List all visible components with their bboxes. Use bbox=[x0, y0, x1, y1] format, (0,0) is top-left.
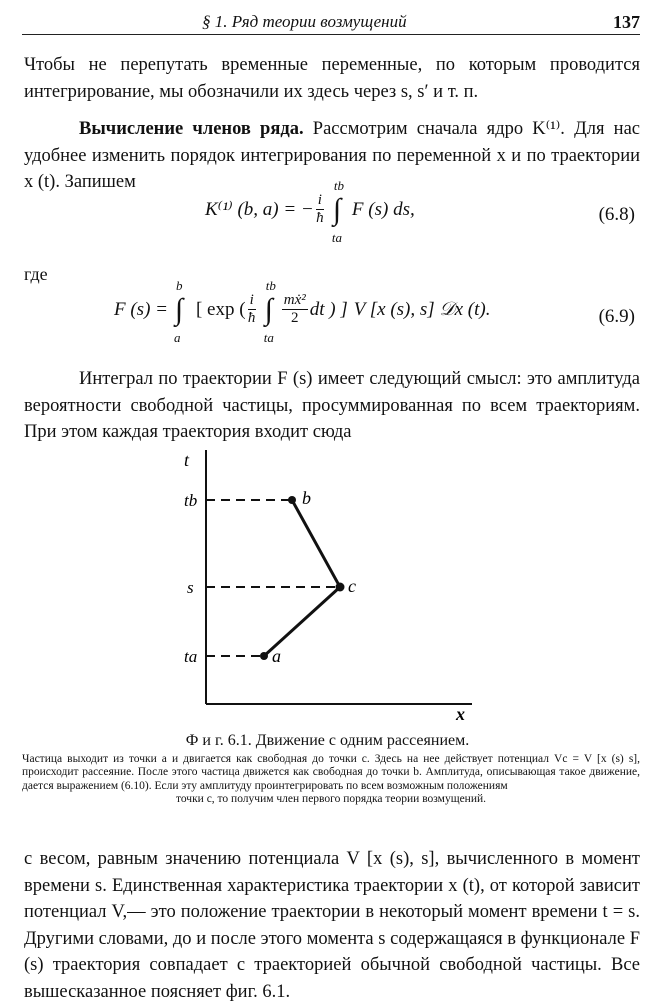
axis-label-x: x bbox=[456, 704, 465, 724]
eq69-inner-upper: tb bbox=[265, 277, 276, 293]
eq68-lhs: K⁽¹⁾ (b, a) = − bbox=[205, 199, 314, 220]
equation-6-9 bbox=[0, 277, 655, 352]
point-label-c: c bbox=[348, 576, 356, 596]
point-b-dot bbox=[288, 496, 296, 504]
eq69-fraction-2 bbox=[282, 292, 308, 327]
eq68-number: (6.8) bbox=[598, 204, 635, 225]
eq69-dt: dt ) ] bbox=[309, 298, 348, 320]
caption-last-line: точки c, то получим член первого порядка теории возмущений. bbox=[175, 793, 487, 806]
eq69-fraction-1 bbox=[248, 292, 256, 327]
eq69-exp: [ exp ( bbox=[195, 298, 246, 320]
eq69-outer-upper: b bbox=[175, 277, 183, 293]
eq68-rhs: F (s) ds, bbox=[351, 198, 415, 220]
paragraph-intro: Чтобы не перепутать временные переменные, по которым проводится интегрирование, мы обозначили их здесь через s, s′ и т. п. bbox=[24, 55, 640, 102]
page-header bbox=[22, 10, 640, 35]
eq68-upper-limit: tb bbox=[333, 177, 345, 193]
trajectory-path bbox=[264, 500, 340, 656]
figure-diagram bbox=[150, 440, 490, 730]
eq69-outer-lower: a bbox=[173, 329, 181, 345]
where-label: где bbox=[24, 264, 48, 284]
figure-caption-title: Ф и г. 6.1. Движение с одним рассеянием. bbox=[185, 732, 470, 749]
point-a-dot bbox=[260, 652, 268, 660]
figure-6-1 bbox=[150, 440, 490, 730]
eq69-inner-integral: ∫ tb ta bbox=[263, 277, 276, 345]
caption-body-text: Частица выходит из точки a и двигается как свободная до точки c. Здесь на нее действует потенциал Vc = V [x (s) s], происходит рассеяние. После этого частица движется как свободная до точки b. Амплитуда, описывающая такое движение, дается выражением (6.10). Если эту амплитуду проинтегрировать по всем возможным положениям bbox=[22, 753, 640, 792]
eq68-lower-limit: ta bbox=[331, 229, 343, 245]
page-number: 137 bbox=[613, 12, 640, 32]
eq69-frac2-num: mẋ² bbox=[283, 292, 306, 308]
eq69-frac2-den: 2 bbox=[291, 310, 299, 326]
eq69-inner-lower: ta bbox=[263, 329, 274, 345]
tick-label-s: s bbox=[187, 578, 194, 597]
eq69-number: (6.9) bbox=[598, 306, 635, 327]
eq69-lhs: F (s) = bbox=[114, 298, 168, 320]
paragraph-weight: с весом, равным значению потенциала V [x (s), s], вычисленного в момент времени s. Единственная характеристика траектории x (t), от которой зависит потенциал V,— это положение траектории в некоторый момент времени t = s. Другими словами, до и после этого момента s содержащаяся в функционале F (s) траектория совпадает с траекторией обычной свободной частицы. Все вышесказанное поясняет фиг. 6.1. bbox=[24, 849, 640, 1002]
eq69-frac1-den: ħ bbox=[247, 310, 256, 326]
running-head: § 1. Ряд теории возмущений bbox=[202, 12, 407, 31]
section-lead: Вычисление членов ряда. bbox=[79, 119, 304, 139]
tick-label-tb: tb bbox=[184, 491, 198, 510]
eq68-integral: ∫ tb ta bbox=[331, 177, 345, 245]
paragraph-series-text: Рассмотрим сначала ядро K⁽¹⁾. Для нас удобнее изменить порядок интегрирования по переменной x и по траектории x (t). Запишем bbox=[24, 119, 640, 192]
point-c-dot bbox=[336, 583, 345, 592]
tick-label-ta: ta bbox=[184, 647, 198, 666]
eq68-fraction bbox=[316, 192, 324, 227]
eq69-rest: V [x (s), s] 𝒟x (t). bbox=[353, 298, 491, 320]
point-label-b: b bbox=[302, 488, 311, 508]
paragraph-path-integral: Интеграл по траектории F (s) имеет следующий смысл: это амплитуда вероятности свободной частицы, просуммированная по всем траекториям. При этом каждая траектория входит сюда bbox=[24, 369, 640, 442]
eq69-frac1-num: i bbox=[249, 292, 254, 308]
figure-caption-body bbox=[22, 753, 640, 807]
eq69-outer-integral: ∫ b a bbox=[173, 277, 184, 345]
equation-6-8 bbox=[0, 177, 655, 250]
axis-label-t: t bbox=[184, 450, 190, 470]
point-label-a: a bbox=[272, 646, 281, 666]
eq68-frac-num: i bbox=[317, 192, 322, 208]
eq68-frac-den: ħ bbox=[316, 210, 324, 226]
